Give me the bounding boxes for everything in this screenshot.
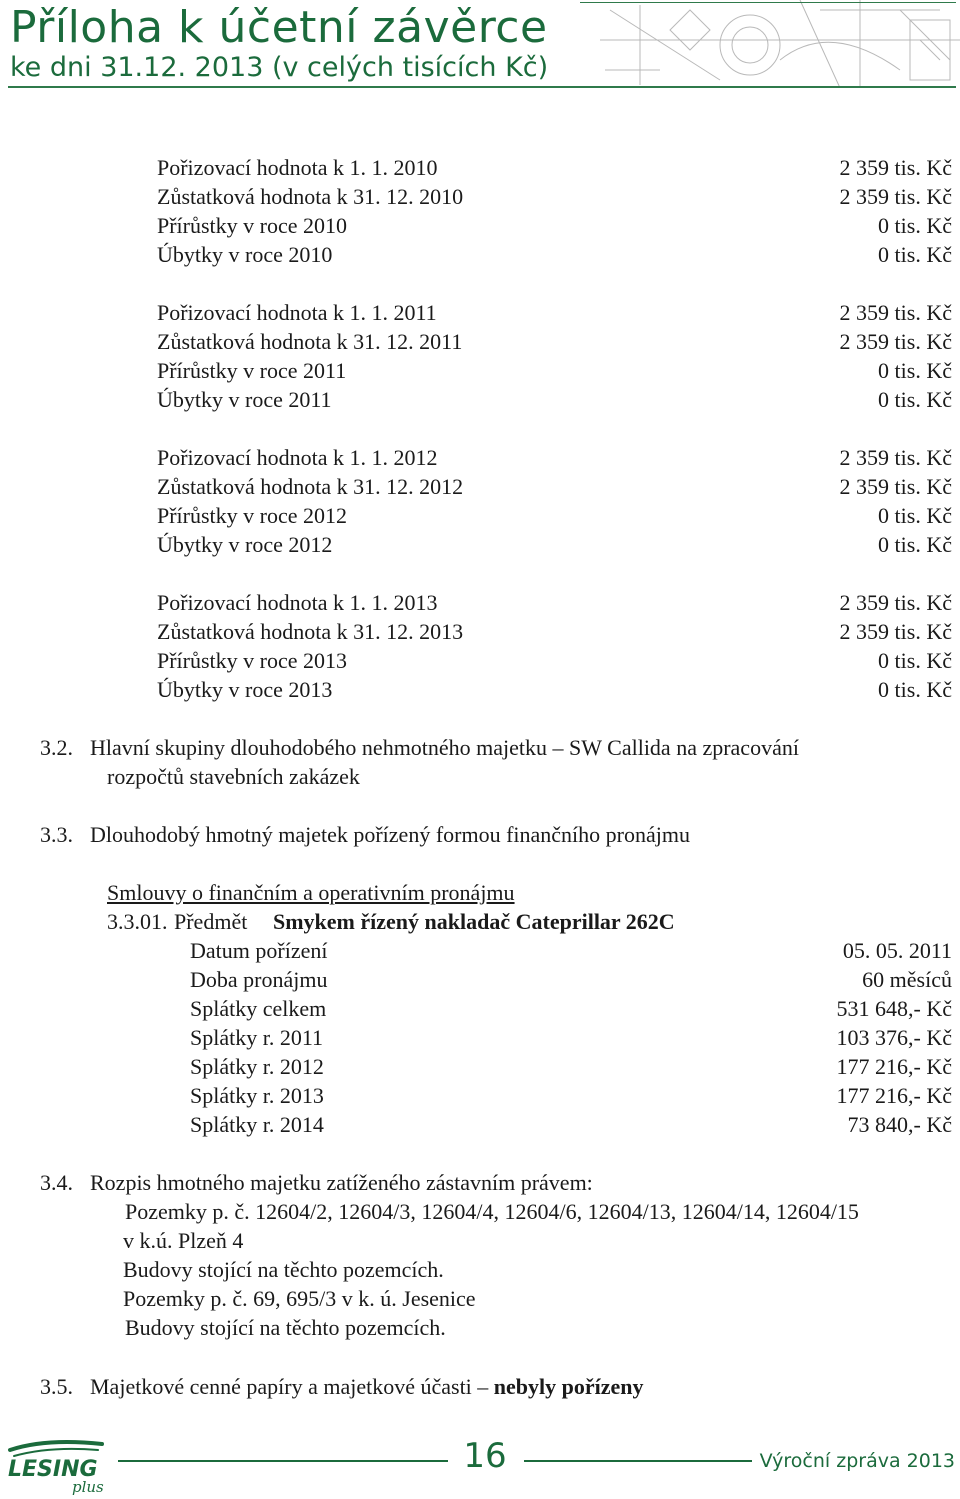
item-number: 3.3.01. <box>107 909 168 934</box>
detail-value: 73 840,- Kč <box>847 1112 952 1137</box>
detail-label: Splátky celkem <box>190 996 327 1021</box>
history-label: Přírůstky v roce 2011 <box>157 358 347 383</box>
history-label: Úbytky v roce 2011 <box>157 387 332 412</box>
section-text <box>90 1372 644 1401</box>
history-value: 0 tis. Kč <box>878 648 952 673</box>
history-label: Přírůstky v roce 2013 <box>157 648 348 673</box>
header-top-rule <box>580 2 956 3</box>
section-text: Hlavní skupiny dlouhodobého nehmotného majetku – SW Callida na zpracování <box>90 735 799 760</box>
history-value: 0 tis. Kč <box>878 387 952 412</box>
detail-label: Splátky r. 2013 <box>190 1083 324 1108</box>
svg-text:LESING: LESING <box>8 1457 98 1482</box>
history-label: Úbytky v roce 2010 <box>157 242 333 267</box>
page-header <box>0 0 960 100</box>
history-label: Zůstatková hodnota k 31. 12. 2012 <box>157 474 464 499</box>
history-label: Zůstatková hodnota k 31. 12. 2011 <box>157 329 463 354</box>
detail-value: 05. 05. 2011 <box>842 938 952 963</box>
history-value: 2 359 tis. Kč <box>839 619 952 644</box>
history-value: 2 359 tis. Kč <box>839 590 952 615</box>
detail-value: 531 648,- Kč <box>836 996 952 1021</box>
lien-line: Budovy stojící na těchto pozemcích. <box>123 1257 444 1282</box>
history-label: Zůstatková hodnota k 31. 12. 2013 <box>157 619 464 644</box>
history-label: Pořizovací hodnota k 1. 1. 2010 <box>157 155 438 180</box>
detail-value: 60 měsíců <box>862 967 952 992</box>
detail-label: Splátky r. 2012 <box>190 1054 324 1079</box>
detail-label: Doba pronájmu <box>190 967 328 992</box>
item-label: Předmět <box>174 909 248 934</box>
detail-label: Datum pořízení <box>190 938 328 963</box>
history-value: 0 tis. Kč <box>878 358 952 383</box>
history-label: Pořizovací hodnota k 1. 1. 2011 <box>157 300 437 325</box>
lien-line: Budovy stojící na těchto pozemcích. <box>125 1315 446 1340</box>
detail-label: Splátky r. 2014 <box>190 1112 324 1137</box>
detail-value: 177 216,- Kč <box>836 1083 952 1108</box>
section-text-main: Majetkové cenné papíry a majetkové účasti – <box>90 1374 489 1399</box>
history-label: Přírůstky v roce 2010 <box>157 213 348 238</box>
page-subtitle: ke dni 31.12. 2013 (v celých tisících Kč) <box>10 52 549 83</box>
item-subject: Smykem řízený nakladač Cateprillar 262C <box>273 909 675 934</box>
history-value: 2 359 tis. Kč <box>839 329 952 354</box>
history-label: Pořizovací hodnota k 1. 1. 2012 <box>157 445 438 470</box>
architectural-drawing-decoration <box>600 0 960 88</box>
lien-line: Pozemky p. č. 12604/2, 12604/3, 12604/4, 12604/6, 12604/13, 12604/14, 12604/15 <box>125 1199 859 1224</box>
section-text: Rozpis hmotného majetku zatíženého zástavním právem: <box>90 1170 593 1195</box>
detail-label: Splátky r. 2011 <box>190 1025 324 1050</box>
history-value: 2 359 tis. Kč <box>839 474 952 499</box>
history-value: 0 tis. Kč <box>878 213 952 238</box>
history-value: 2 359 tis. Kč <box>839 300 952 325</box>
lesing-plus-logo <box>6 1436 116 1496</box>
svg-text:plus: plus <box>72 1478 104 1496</box>
report-title: Výroční zpráva 2013 <box>759 1450 955 1472</box>
history-value: 2 359 tis. Kč <box>839 184 952 209</box>
history-label: Pořizovací hodnota k 1. 1. 2013 <box>157 590 438 615</box>
footer-rule-left <box>118 1460 448 1462</box>
history-value: 0 tis. Kč <box>878 532 952 557</box>
detail-value: 177 216,- Kč <box>836 1054 952 1079</box>
section-number: 3.3. <box>40 822 73 847</box>
history-value: 2 359 tis. Kč <box>839 155 952 180</box>
page-title: Příloha k účetní závěrce <box>10 2 548 53</box>
section-text: Dlouhodobý hmotný majetek pořízený formou finančního pronájmu <box>90 822 690 847</box>
history-label: Úbytky v roce 2013 <box>157 677 333 702</box>
section-number: 3.5. <box>40 1374 73 1399</box>
section-emphasis: nebyly pořízeny <box>493 1374 644 1399</box>
section-number: 3.2. <box>40 735 73 760</box>
page-number: 16 <box>463 1436 507 1476</box>
lien-line: Pozemky p. č. 69, 695/3 v k. ú. Jesenice <box>123 1286 476 1311</box>
section-number: 3.4. <box>40 1170 73 1195</box>
history-value: 0 tis. Kč <box>878 242 952 267</box>
contracts-heading: Smlouvy o finančním a operativním pronájmu <box>107 880 515 905</box>
history-value: 0 tis. Kč <box>878 677 952 702</box>
lien-line: v k.ú. Plzeň 4 <box>123 1228 244 1253</box>
history-label: Přírůstky v roce 2012 <box>157 503 348 528</box>
section-text-continued: rozpočtů stavebních zakázek <box>107 764 360 789</box>
history-label: Zůstatková hodnota k 31. 12. 2010 <box>157 184 464 209</box>
history-value: 2 359 tis. Kč <box>839 445 952 470</box>
footer-rule-right <box>524 1460 752 1462</box>
history-value: 0 tis. Kč <box>878 503 952 528</box>
header-rule <box>8 86 956 88</box>
history-label: Úbytky v roce 2012 <box>157 532 333 557</box>
detail-value: 103 376,- Kč <box>836 1025 952 1050</box>
